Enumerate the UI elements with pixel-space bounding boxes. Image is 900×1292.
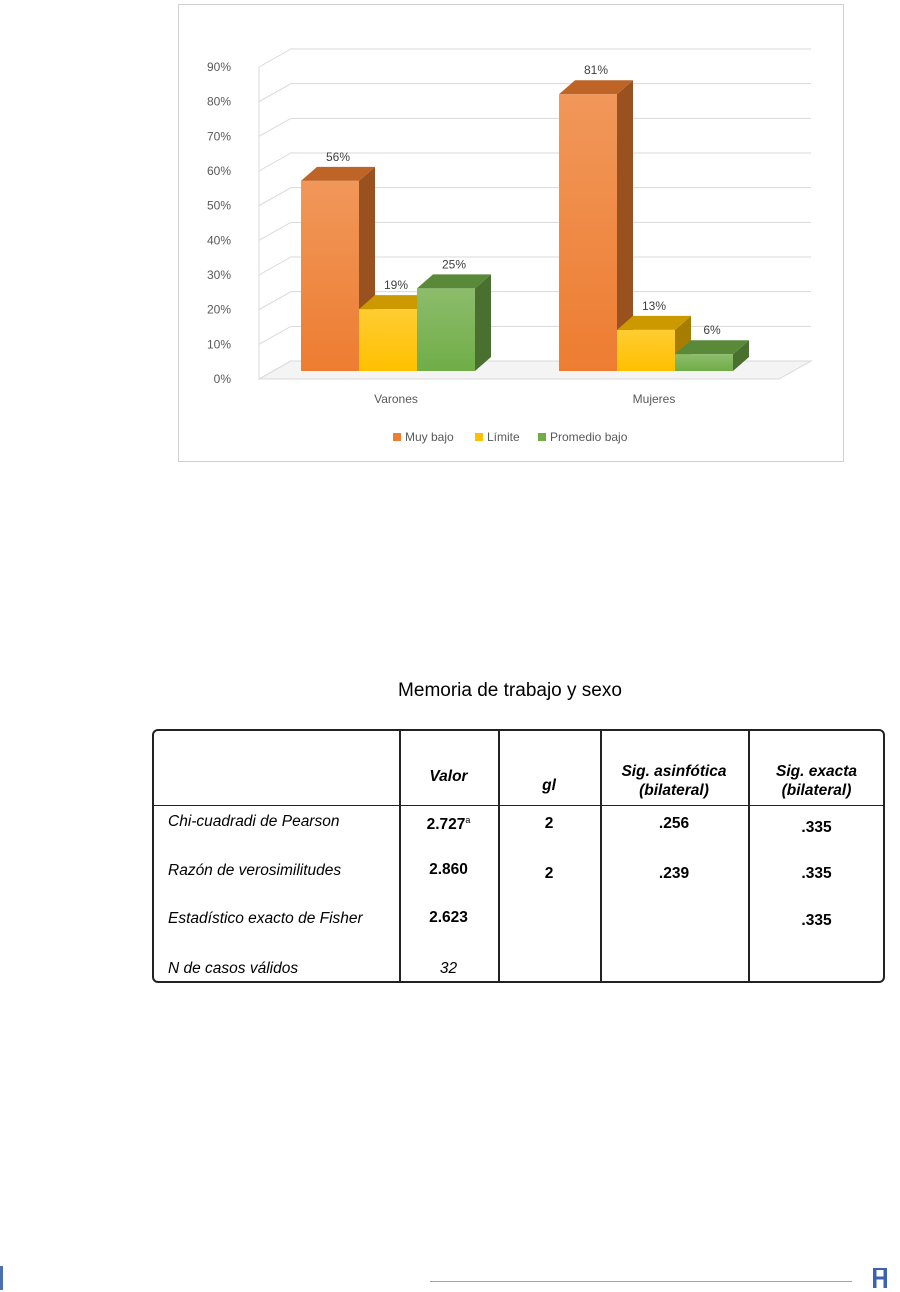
bar bbox=[301, 181, 359, 371]
bar-chart bbox=[178, 4, 844, 462]
gridline bbox=[259, 84, 811, 102]
y-tick-label: 90% bbox=[206, 60, 231, 74]
bar bbox=[675, 354, 733, 371]
y-tick-label: 50% bbox=[206, 198, 231, 213]
legend-swatch bbox=[475, 433, 483, 441]
cell-sig-asintotica: .239 bbox=[658, 865, 690, 882]
cell-sig-asintotica: .256 bbox=[658, 815, 690, 832]
legend-label: Promedio bajo bbox=[550, 430, 628, 444]
legend-label: Límite bbox=[487, 430, 520, 444]
data-label: 13% bbox=[641, 298, 667, 313]
y-tick-label: 40% bbox=[206, 233, 231, 248]
bar bbox=[359, 309, 417, 371]
cell-sig-exacta: .335 bbox=[801, 819, 832, 836]
chart-canvas bbox=[179, 5, 845, 463]
header-sig-asintotica-line1: Sig. asinfótica bbox=[621, 763, 727, 780]
legend-swatch bbox=[538, 433, 546, 441]
cell-valor: 2.727$^a$ bbox=[426, 815, 471, 834]
cell-valor: 2.860 bbox=[429, 861, 468, 878]
footer-left-mark bbox=[0, 1266, 3, 1290]
legend-label: Muy bajo bbox=[405, 430, 454, 444]
bar bbox=[417, 288, 475, 371]
header-sig-exacta-line2: (bilateral) bbox=[781, 782, 852, 799]
y-tick-label: 70% bbox=[206, 129, 231, 144]
x-category-label: Mujeres bbox=[632, 392, 676, 406]
row-label: Estadístico exacto de Fisher bbox=[168, 910, 363, 927]
y-tick-label: 60% bbox=[206, 164, 231, 178]
y-tick-label: 0% bbox=[213, 372, 231, 386]
data-label: 56% bbox=[325, 149, 351, 164]
gridline bbox=[259, 49, 811, 67]
x-category-label: Varones bbox=[374, 392, 418, 406]
cell-valor: 32 bbox=[439, 960, 458, 977]
header-valor: Valor bbox=[429, 768, 468, 785]
y-tick-label: 30% bbox=[206, 268, 231, 282]
table-title: Memoria de trabajo y sexo bbox=[398, 680, 622, 701]
stats-table bbox=[152, 729, 885, 983]
header-divider bbox=[154, 805, 883, 806]
cell-gl: 2 bbox=[544, 815, 554, 832]
bar bbox=[559, 94, 617, 371]
header-gl: gl bbox=[542, 777, 556, 794]
row-label: Chi-cuadradi de Pearson bbox=[168, 813, 340, 830]
row-label: Razón de verosimilitudes bbox=[168, 862, 342, 879]
column-divider bbox=[498, 731, 500, 981]
cell-valor: 2.623 bbox=[429, 909, 468, 926]
header-sig-exacta-line1: Sig. exacta bbox=[776, 763, 857, 780]
cell-sig-exacta: .335 bbox=[801, 865, 832, 882]
gridline bbox=[259, 118, 811, 136]
y-tick-label: 80% bbox=[206, 94, 231, 109]
header-sig-asintotica bbox=[600, 762, 748, 800]
footer-rule bbox=[430, 1281, 852, 1282]
y-tick-label: 10% bbox=[206, 337, 231, 352]
data-label: 81% bbox=[583, 63, 609, 78]
cell-sig-exacta: .335 bbox=[801, 912, 832, 929]
data-label: 19% bbox=[383, 278, 409, 293]
header-sig-asintotica-line2: (bilateral) bbox=[639, 782, 709, 799]
row-label: N de casos válidos bbox=[168, 960, 299, 977]
publisher-logo-icon bbox=[871, 1266, 889, 1290]
legend-swatch bbox=[393, 433, 401, 441]
y-tick-label: 20% bbox=[206, 302, 231, 317]
bar bbox=[617, 330, 675, 371]
cell-gl: 2 bbox=[544, 865, 554, 882]
header-sig-exacta bbox=[748, 762, 885, 800]
data-label: 6% bbox=[703, 323, 721, 338]
bar-side bbox=[475, 274, 491, 371]
data-label: 25% bbox=[441, 257, 467, 272]
